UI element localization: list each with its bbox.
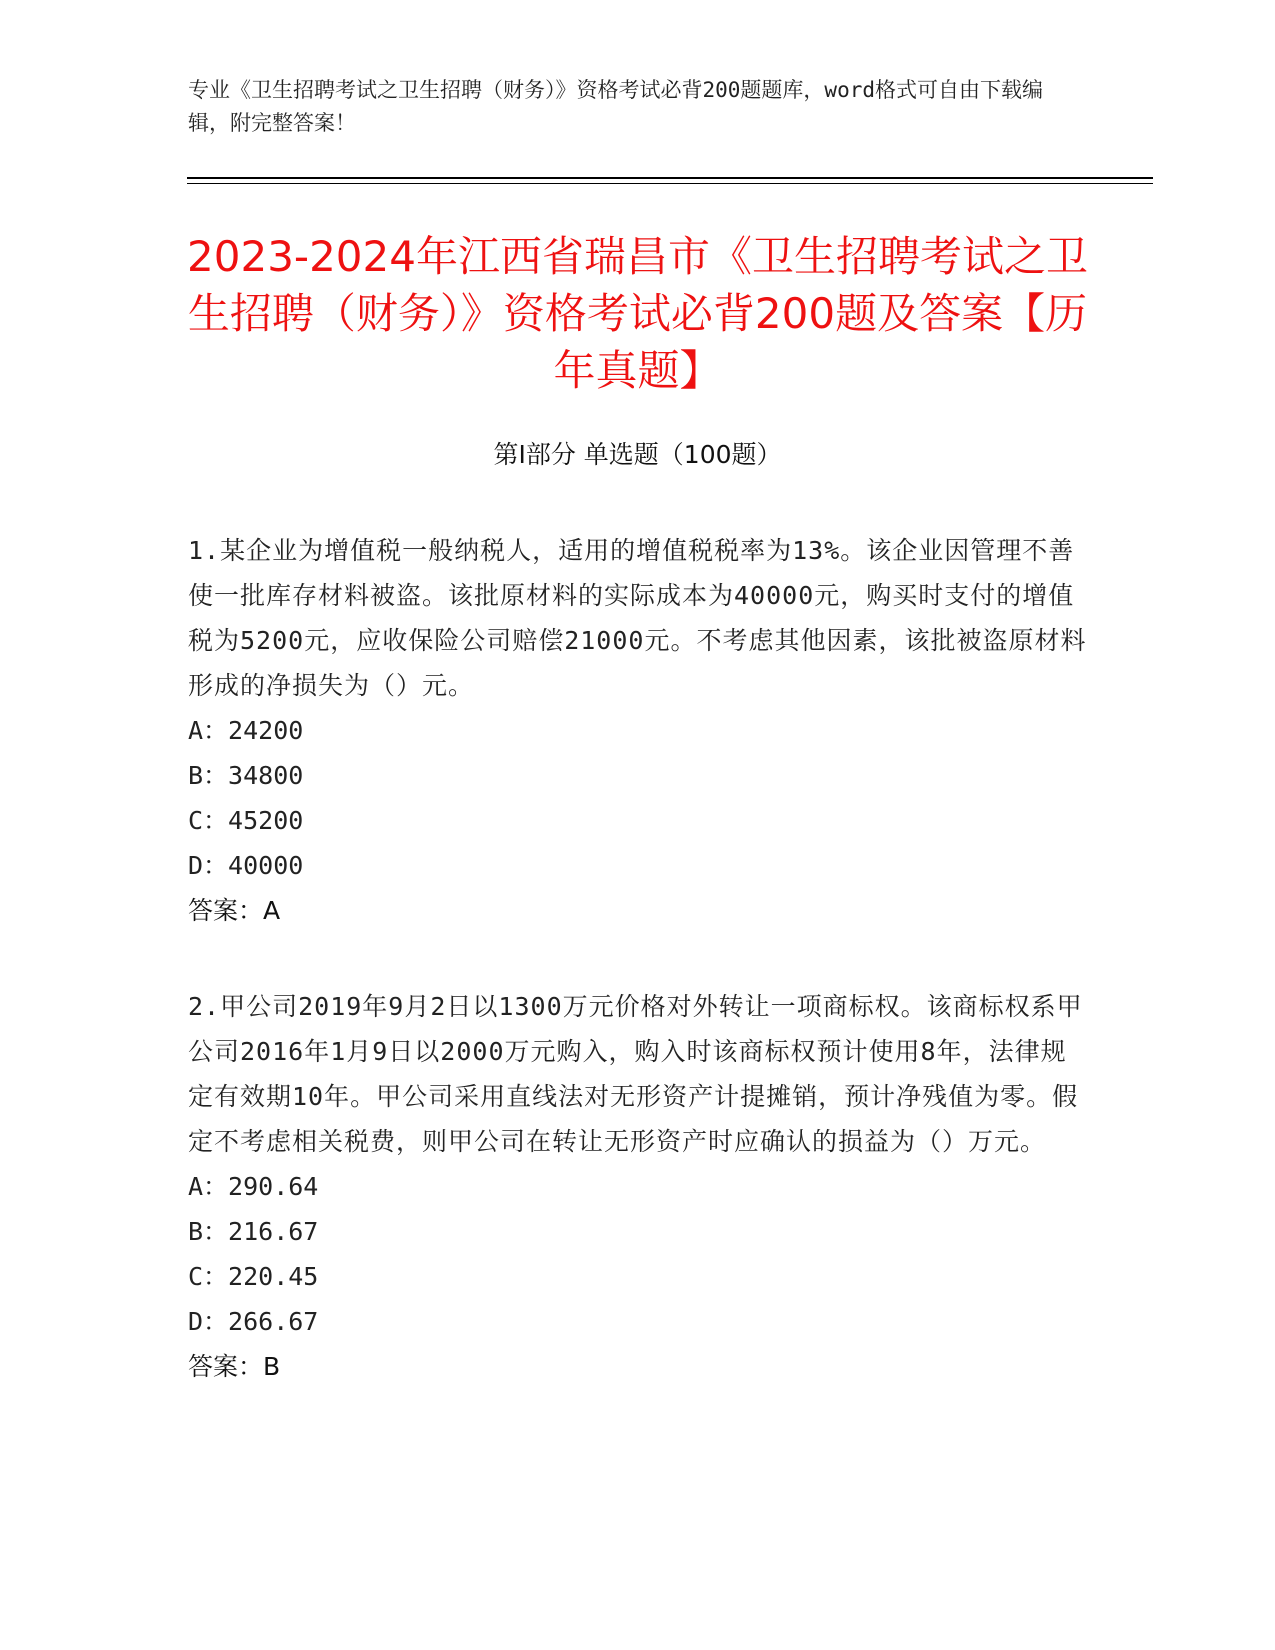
header-note: 专业《卫生招聘考试之卫生招聘（财务）》资格考试必背200题题库，word格式可自由下载编辑，附完整答案！ <box>188 78 1043 135</box>
question-2 <box>188 984 1088 1389</box>
document-title: 2023-2024年江西省瑞昌市《卫生招聘考试之卫生招聘（财务）》资格考试必背200题及答案【历年真题】 <box>187 232 1088 395</box>
option-a: A：24200 <box>188 716 304 745</box>
option-b: B：34800 <box>188 761 304 790</box>
header-divider-thin <box>187 183 1153 184</box>
answer-label: 答案：A <box>188 896 281 925</box>
option-c: C：220.45 <box>188 1262 319 1291</box>
question-stem: 1.某企业为增值税一般纳税人，适用的增值税税率为13%。该企业因管理不善使一批库存材料被盗。该批原材料的实际成本为40000元，购买时支付的增值税为5200元，应收保险公司赔偿21000元。不考虑其他因素，该批被盗原材料形成的净损失为（）元。 <box>188 536 1087 700</box>
option-d: D：266.67 <box>188 1307 319 1336</box>
question-stem: 2.甲公司2019年9月2日以1300万元价格对外转让一项商标权。该商标权系甲公司2016年1月9日以2000万元购入，购入时该商标权预计使用8年，法律规定有效期10年。甲公司采用直线法对无形资产计提摊销，预计净残值为零。假定不考虑相关税费，则甲公司在转让无形资产时应确认的损益为（）万元。 <box>188 992 1083 1156</box>
question-1 <box>188 528 1088 933</box>
option-c: C：45200 <box>188 806 304 835</box>
option-a: A：290.64 <box>188 1172 319 1201</box>
header-divider-thick <box>187 177 1153 179</box>
section-title: 第I部分 单选题（100题） <box>493 440 782 469</box>
option-d: D：40000 <box>188 851 304 880</box>
answer-label: 答案：B <box>188 1352 281 1381</box>
option-b: B：216.67 <box>188 1217 319 1246</box>
